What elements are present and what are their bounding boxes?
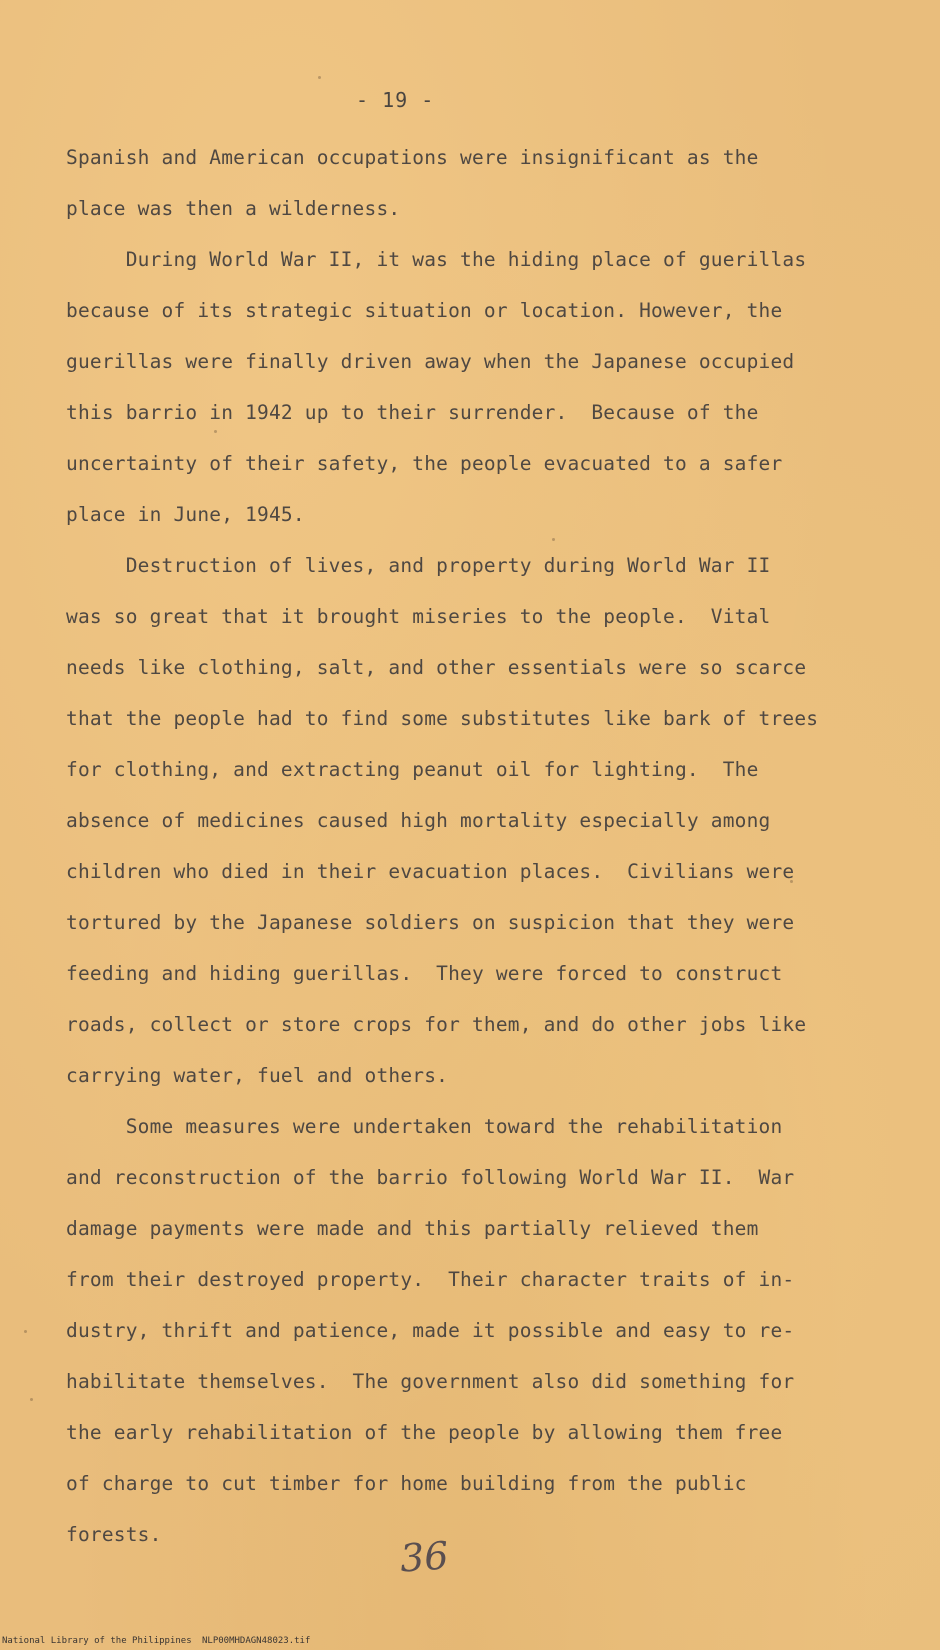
text-line: habilitate themselves. The government also did something for <box>66 1370 795 1393</box>
handwritten-page-number: 36 <box>398 1533 450 1581</box>
footer-file-id: NLP00MHDAGN48023.tif <box>202 1636 311 1646</box>
paper-speck <box>790 880 793 883</box>
text-line: carrying water, fuel and others. <box>66 1064 449 1087</box>
text-line: children who died in their evacuation places. Civilians were <box>66 860 795 883</box>
footer-institution: National Library of the Philippines <box>2 1636 192 1646</box>
text-line: from their destroyed property. Their character traits of in- <box>66 1268 795 1291</box>
text-line: uncertainty of their safety, the people evacuated to a safer <box>66 452 783 475</box>
text-line: Spanish and American occupations were insignificant as the <box>66 146 759 169</box>
paper-speck <box>214 430 217 433</box>
text-line: place was then a wilderness. <box>66 197 401 220</box>
page-number: - 19 - <box>356 88 435 112</box>
text-line: damage payments were made and this partially relieved them <box>66 1217 759 1240</box>
text-line: the early rehabilitation of the people by allowing them free <box>66 1421 783 1444</box>
text-line: and reconstruction of the barrio following World War II. War <box>66 1166 795 1189</box>
text-line: for clothing, and extracting peanut oil for lighting. The <box>66 758 759 781</box>
text-line: was so great that it brought miseries to the people. Vital <box>66 605 771 628</box>
text-line: roads, collect or store crops for them, and do other jobs like <box>66 1013 807 1036</box>
text-line: absence of medicines caused high mortality especially among <box>66 809 771 832</box>
paper-speck <box>552 538 555 541</box>
text-line: dustry, thrift and patience, made it possible and easy to re- <box>66 1319 795 1342</box>
text-line: feeding and hiding guerillas. They were forced to construct <box>66 962 783 985</box>
text-line: of charge to cut timber for home building from the public <box>66 1472 747 1495</box>
paper-speck <box>318 76 321 79</box>
paper-speck <box>24 1330 27 1333</box>
text-line: guerillas were finally driven away when the Japanese occupied <box>66 350 795 373</box>
text-line: tortured by the Japanese soldiers on suspicion that they were <box>66 911 795 934</box>
text-line: During World War II, it was the hiding place of guerillas <box>66 248 807 271</box>
text-line: that the people had to find some substitutes like bark of trees <box>66 707 819 730</box>
text-line: Destruction of lives, and property during World War II <box>66 554 771 577</box>
text-line: this barrio in 1942 up to their surrender. Because of the <box>66 401 759 424</box>
document-body <box>66 132 886 1560</box>
paper-speck <box>30 1398 33 1401</box>
text-line: place in June, 1945. <box>66 503 305 526</box>
text-line: needs like clothing, salt, and other essentials were so scarce <box>66 656 807 679</box>
text-line: because of its strategic situation or location. However, the <box>66 299 783 322</box>
text-line: Some measures were undertaken toward the rehabilitation <box>66 1115 783 1138</box>
text-line: forests. <box>66 1523 162 1546</box>
